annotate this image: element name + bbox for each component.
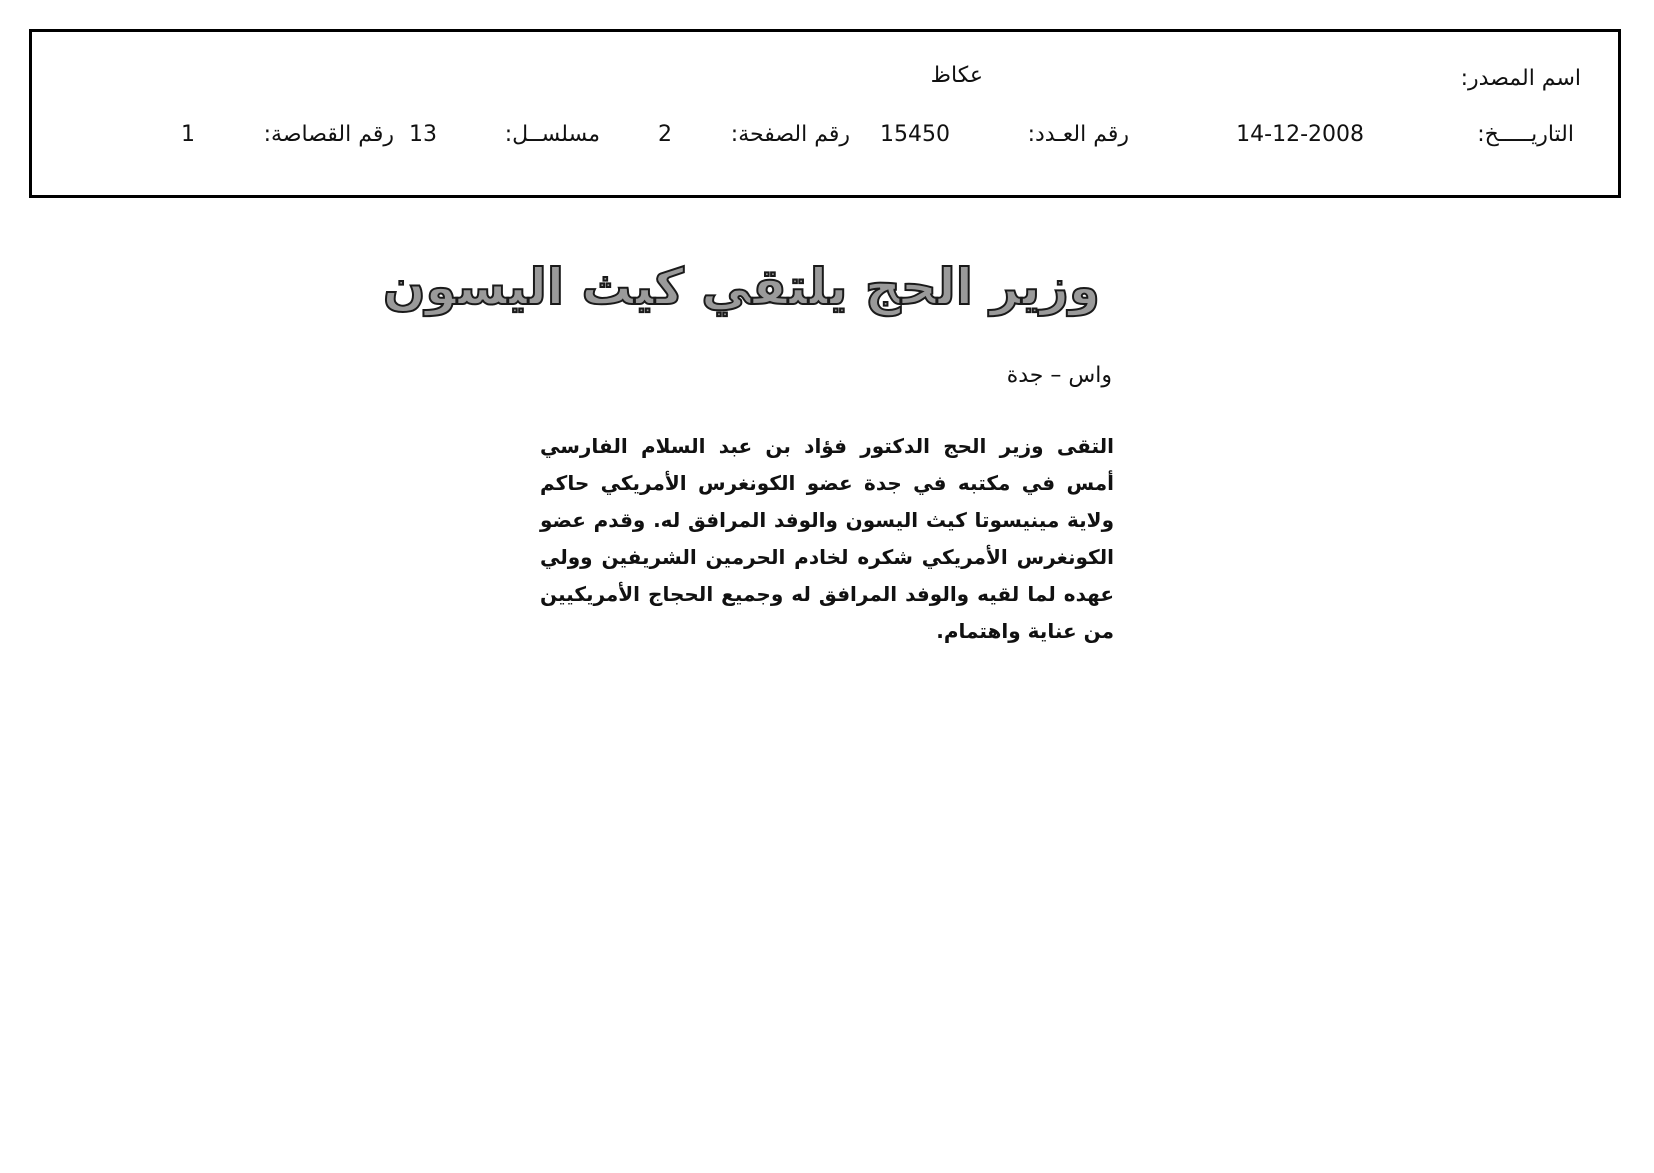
date-label: التاريـــــخ: [1477,122,1574,147]
serial-value: 13 [409,122,437,147]
clip-value: 1 [181,122,195,147]
issue-value: 15450 [880,122,950,147]
article-body: التقى وزير الحج الدكتور فؤاد بن عبد السلام الفارسي أمس في مكتبه في جدة عضو الكونغرس الأمريكي حاكم ولاية مينيسوتا كيث اليسون والوفد المرافق له. وقدم عضو الكونغرس الأمريكي شكره لخادم الحرمين الشريفين وولي عهده لما لقيه والوفد المرافق له وجميع الحجاج الأمريكيين من عناية واهتمام. [540,434,1114,643]
clipping-header [29,29,1621,198]
source-label: اسم المصدر: [1460,66,1581,91]
article-dateline: واس – جدة [1006,363,1112,388]
article-title: وزير الحج يلتقي كيث اليسون [382,258,1100,316]
issue-label: رقم العـدد: [1027,122,1129,147]
serial-label: مسلســل: [504,122,600,147]
page-label: رقم الصفحة: [730,122,850,147]
source-value: عكاظ [930,63,983,88]
page-value: 2 [658,122,672,147]
clip-label: رقم القصاصة: [263,122,394,147]
date-value: 14-12-2008 [1236,122,1364,147]
